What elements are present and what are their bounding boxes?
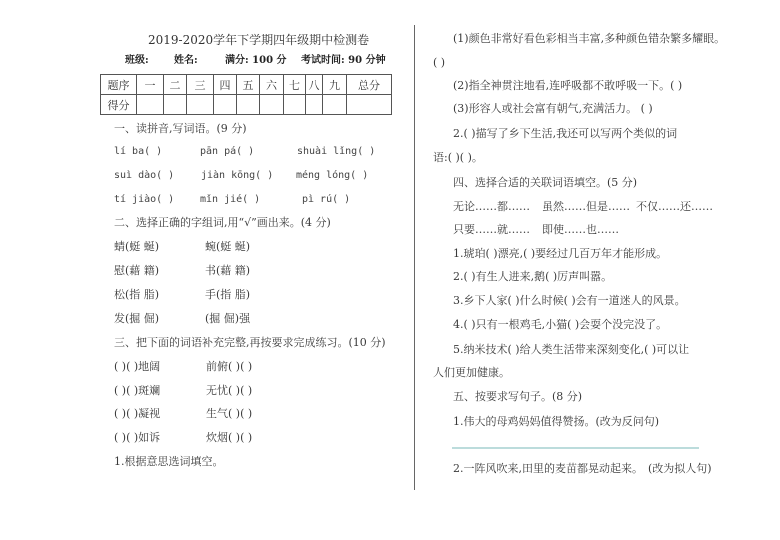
char-choice[interactable]: 松(指 脂): [114, 288, 160, 301]
section5-q1: 1.伟大的母鸡妈妈值得赞扬。(改为反问句): [453, 415, 660, 428]
row-header-order: 题序: [101, 75, 137, 95]
char-choice[interactable]: (掘 倔)强: [205, 312, 251, 325]
col-4: 四: [214, 75, 237, 95]
score-cell[interactable]: [323, 95, 347, 115]
pinyin-item: tí jiào( ): [114, 194, 175, 205]
q1-item3: (3)形容人或社会富有朝气,充满活力。 ( ): [453, 102, 653, 115]
score-cell[interactable]: [187, 95, 214, 115]
score-cell-total[interactable]: [347, 95, 392, 115]
q2-line-a: 2.( )描写了乡下生活,我还可以写两个类似的词: [453, 127, 678, 140]
col-8: 八: [306, 75, 323, 95]
full-score: 满分: 100 分: [225, 55, 287, 66]
name-label: 姓名:: [174, 55, 198, 66]
col-total: 总分: [347, 75, 392, 95]
idiom-fill: 生气( )( ): [206, 407, 253, 420]
char-choice[interactable]: 蜻(蜓 蜒): [114, 240, 160, 253]
score-cell[interactable]: [306, 95, 323, 115]
score-table-header-row: [101, 75, 392, 95]
score-cell[interactable]: [260, 95, 284, 115]
idiom-fill: ( )( )斑斓: [114, 384, 161, 397]
exam-time: 考试时间: 90 分钟: [301, 55, 386, 66]
q1-item1: (1)颜色非常好看色彩相当丰富,多种颜色错杂繁多耀眼。: [453, 32, 726, 45]
char-choice[interactable]: 慰(藉 籍): [114, 264, 160, 277]
pinyin-item: pān pá( ): [200, 146, 255, 157]
class-label: 班级:: [125, 55, 149, 66]
pinyin-item: mǐn jié( ): [200, 194, 261, 205]
idiom-fill: ( )( )如诉: [114, 431, 161, 444]
section4-item: 2.( )有生人进来,鹅( )厉声叫嚣。: [453, 270, 613, 283]
col-6: 六: [260, 75, 284, 95]
pinyin-item: shuài lǐng( ): [297, 146, 376, 157]
score-table: [100, 74, 392, 115]
pinyin-item: suì dào( ): [114, 170, 175, 181]
section4-item5-cont: 人们更加健康。: [433, 366, 510, 379]
pinyin-item: jiàn kōng( ): [201, 170, 274, 181]
q2-line-b: 语:( )( )。: [433, 151, 483, 164]
score-table-score-row: [101, 95, 392, 115]
char-choice[interactable]: 发(掘 倔): [114, 312, 160, 325]
conjunction-option: 只要……就……: [453, 223, 530, 236]
q1-item1-blank[interactable]: ( ): [433, 56, 446, 69]
idiom-fill: ( )( )凝视: [114, 407, 161, 420]
section3-title: 三、把下面的词语补充完整,再按要求完成练习。(10 分): [114, 336, 386, 349]
col-5: 五: [237, 75, 260, 95]
conjunction-option: 无论……都……: [453, 200, 530, 213]
idiom-fill: 无忧( )( ): [206, 384, 253, 397]
section5-q2: 2.一阵风吹来,田里的麦苗都晃动起来。: [453, 462, 643, 475]
section4-item: 5.纳米技术( )给人类生活带来深刻变化,( )可以让: [453, 343, 690, 356]
col-1: 一: [137, 75, 164, 95]
col-7: 七: [284, 75, 306, 95]
score-cell[interactable]: [214, 95, 237, 115]
conjunction-option: 不仅……还……: [636, 200, 713, 213]
pinyin-item: méng lóng( ): [296, 170, 369, 181]
page-title: 2019-2020学年下学期四年级期中检测卷: [148, 33, 370, 47]
section4-item: 3.乡下人家( )什么时候( )会有一道迷人的风景。: [453, 294, 686, 307]
pinyin-item: pì rú( ): [302, 194, 351, 205]
column-divider: [414, 25, 415, 490]
conjunction-option: 即使……也……: [542, 223, 619, 236]
pinyin-item: lí ba( ): [114, 146, 163, 157]
score-cell[interactable]: [237, 95, 260, 115]
section4-title: 四、选择合适的关联词语填空。(5 分): [453, 176, 638, 189]
section4-item: 1.琥珀( )漂亮,( )要经过几百万年才能形成。: [453, 247, 668, 260]
idiom-fill: 前俯( )( ): [206, 360, 253, 373]
score-cell[interactable]: [137, 95, 164, 115]
score-cell[interactable]: [164, 95, 187, 115]
section2-title: 二、选择正确的字组词,用“√”画出来。(4 分): [114, 216, 331, 229]
col-2: 二: [164, 75, 187, 95]
q1-item2: (2)指全神贯注地看,连呼吸都不敢呼吸一下。( ): [453, 79, 683, 92]
row-header-score: 得分: [101, 95, 137, 115]
section4-item: 4.( )只有一根鸡毛,小猫( )会耍个没完没了。: [453, 318, 668, 331]
char-choice[interactable]: 手(指 脂): [205, 288, 251, 301]
section5-title: 五、按要求写句子。(8 分): [453, 390, 583, 403]
section3-q1: 1.根据意思选词填空。: [114, 455, 224, 468]
answer-line[interactable]: [452, 447, 699, 449]
section5-q2-hint: (改为拟人句): [648, 462, 712, 475]
idiom-fill: ( )( )地阔: [114, 360, 161, 373]
col-3: 三: [187, 75, 214, 95]
section1-title: 一、读拼音,写词语。(9 分): [114, 122, 247, 135]
idiom-fill: 炊烟( )( ): [206, 431, 253, 444]
conjunction-option: 虽然……但是……: [542, 200, 630, 213]
char-choice[interactable]: 书(藉 籍): [205, 264, 251, 277]
char-choice[interactable]: 蜿(蜓 蜒): [205, 240, 251, 253]
col-9: 九: [323, 75, 347, 95]
score-cell[interactable]: [284, 95, 306, 115]
